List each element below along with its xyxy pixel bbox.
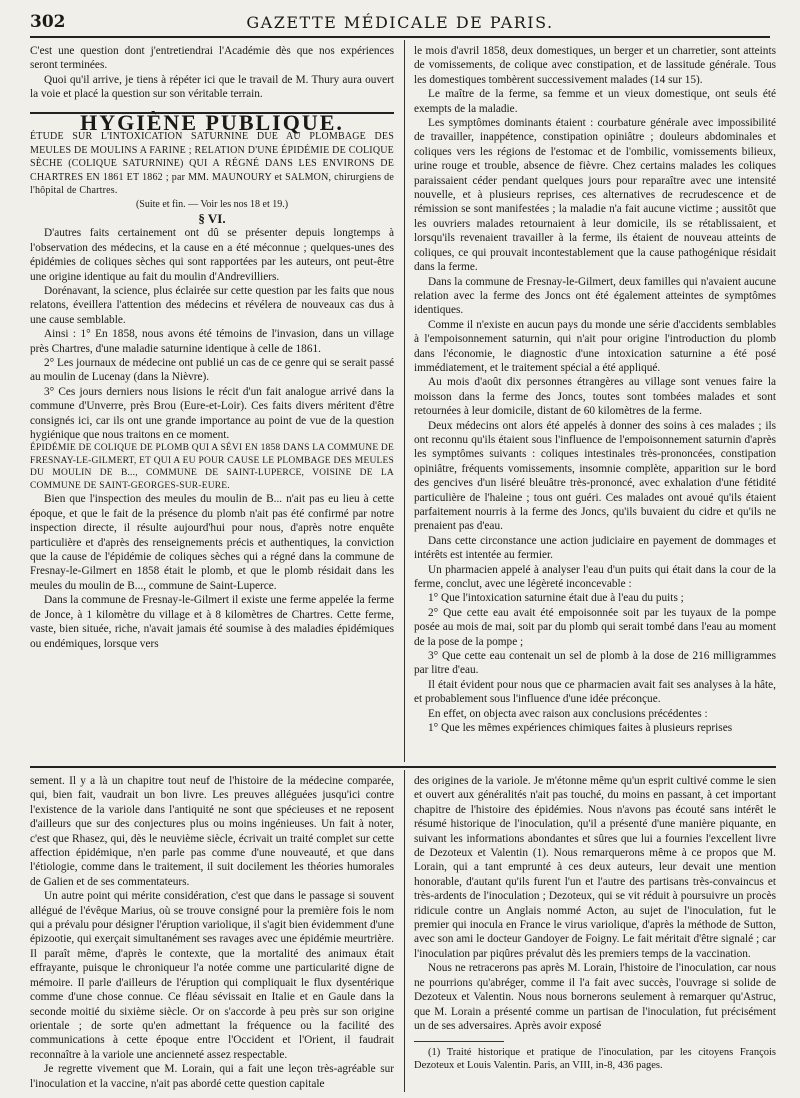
paragraph: le mois d'avril 1858, deux domestiques, un berger et un charretier, sont atteints de vomissements, de colique avec constipation, et de lassitude générale. Tous les domestiques tombèrent successivement malades (14 sur 15). bbox=[414, 45, 776, 86]
paragraph: Les symptômes dominants étaient : courbature générale avec impossibilité de travailler, inappétence, constipation opiniâtre ; douleurs abdominales et coliques vers les régions de l'estomac et de l'ombilic, vomissements bilieux, urine rouge et trouble, absence de fièvre. Chez certains malades les coliques paraissaient céder pendant quelques jours pour reparaître avec une intensité nouvelle, et à plusieurs reprises, ces alternatives de recrudescence et de rémission se sont manifestées ; la maladie n'a fait aucune victime ; aussitôt que les ouvriers malades retournaient à leur domicile, ils se rétablissaient, et lorsqu'ils revenaient travailler à la ferme, ils étaient de nouveau atteints de coliques, ce qui prouvait incontestablement que la cause pathogénique résidait dans la ferme. bbox=[414, 117, 776, 274]
paragraph: Un autre point qui mérite considération, c'est que dans le passage si souvent allégué de l'évêque Marius, où se trouve consigné pour la première fois le nom qui a prévalu pour désigner l'éruption variolique, il s'agit bien évidemment d'une épizootie, qui exerçait simultanément ses ravages avec une épidémie meurtrière. Il paraît même, d'après le contexte, que la mortalité des animaux était effrayante, puisque le chroniqueur l'a notée comme une particularité digne de mémoire. Il parle d'ailleurs de l'éruption qui compliquait le flux dysentérique comme d'une chose connue. Ce fléau sévissait en Italie et en Gaule dans la seconde moitié du sixième siècle. Or on s'accorde à peu près sur son origine orientale ; de sorte qu'en admettant la fréquence ou la facilité des communications à cette époque entre l'Occident et l'Orient, il faudrait reconnaître à la variole une ancienneté assez respectable. bbox=[30, 890, 394, 1061]
footnote-rule bbox=[414, 1041, 504, 1042]
paragraph: Ainsi : 1° En 1858, nous avons été témoins de l'invasion, dans un village près Chartres, d'une maladie saturnine identique à celle de 1861. bbox=[30, 328, 394, 355]
subsection-heading: ÉPIDÉMIE DE COLIQUE DE PLOMB QUI A SÉVI EN 1858 DANS LA COMMUNE DE FRESNAY-LE-GILMERT, ET QUI A EU POUR CAUSE LE PLOMBAGE DES MEULES DU MOULIN DE B..., COMMUNE DE SAINT-LUPERCE, VOISINE DE LA COMMUNE DE SAINT-GEORGES-SUR-EURE. bbox=[30, 443, 394, 491]
paragraph: Dorénavant, la science, plus éclairée sur cette question par les faits que nous relatons, éveillera l'attention des médecins et révélera de nouveaux cas dus à une cause semblable. bbox=[30, 284, 394, 326]
left-column-top bbox=[30, 44, 394, 760]
right-column-bottom bbox=[414, 774, 776, 1092]
right-column-top bbox=[414, 44, 776, 760]
paragraph: Il était évident pour nous que ce pharmacien avait fait ses analyses à la hâte, et probablement sous l'influence d'une idée préconçue. bbox=[414, 678, 776, 706]
paragraph: Comme il n'existe en aucun pays du monde une série d'accidents semblables à l'empoisonnement saturnin, qui n'ait pour origine l'introduction du plomb dans l'économie, le diagnostic d'une intoxication saturnine a été posé immédiatement, et le traitement spécial a été appliqué. bbox=[414, 318, 776, 374]
column-divider bbox=[404, 770, 405, 1092]
page-header bbox=[30, 10, 770, 38]
paragraph: 3° Ces jours derniers nous lisions le récit d'un fait analogue arrivé dans la commune d'Unverre, près Brou (Eure-et-Loir). Ces faits divers méritent d'être consignés ici, car ils ont une grande importance au point de vue de la question hygiénique que nous traitons en ce moment. bbox=[30, 385, 394, 442]
paragraph: Un pharmacien appelé à analyser l'eau d'un puits qui était dans la cour de la ferme, conclut, avec une légèreté inconcevable : bbox=[414, 563, 776, 591]
paragraph: Bien que l'inspection des meules du moulin de B... n'ait pas eu lieu à cette époque, et que le fait de la présence du plomb n'ait pas été confirmé par notre inspection directe, il résulte aujourd'hui pour nous, d'après notre enquête particulière et d'après des renseignements précis et authentiques, la conviction que la cause de l'épidémie de coliques sèches qui a régné dans la commune de Fresnay-le-Gilmert en 1858 était le plomb, et que le plomb résidait dans les meules du moulin de B..., commune de Saint-Luperce. bbox=[30, 493, 394, 592]
paragraph: sement. Il y a là un chapitre tout neuf de l'histoire de la médecine comparée, qui, bien fait, vaudrait un bon livre. Les preuves alléguées jusqu'ici contre l'existence de la variole dans l'antiquité ne sont que spécieuses et ne reposent d'ailleurs que sur des conjectures plus ou moins ingénieuses. Un fait à noter, c'est que Rhasez, qui, dès le neuvième siècle, écrivait un traité complet sur cette affection épidémique, n'en parle pas comme d'une nouveauté, et que dans l'étiologie, comme dans le traitement, il suit docilement les théories humorales de Galien et de ses commentateurs. bbox=[30, 775, 394, 888]
column-divider bbox=[404, 40, 405, 762]
paragraph: Je regrette vivement que M. Lorain, qui a fait une leçon très-agréable sur l'inoculation et la vaccine, n'ait pas abordé cette question capitale bbox=[30, 1063, 394, 1090]
paragraph: 2° Que cette eau avait été empoisonnée soit par les tuyaux de la pompe posée au mois de mai, soit par du plomb qui serait tombé dans l'eau au moment de la pose de la pompe ; bbox=[414, 606, 776, 648]
paragraph: Nous ne retracerons pas après M. Lorain, l'histoire de l'inoculation, car nous ne pourrions qu'abréger, comme il l'a fait avec succès, l'ouvrage si solide de Dezoteux et Valentin. Nous nous bornerons seulement à remarquer qu'Astruc, que M. Lorain a présenté comme un partisan de l'inoculation, fut précisément un de ses adversaires. Après avoir exposé bbox=[414, 962, 776, 1032]
paragraph: Quoi qu'il arrive, je tiens à répéter ici que le travail de M. Thury aura ouvert la voie et placé la question sur son véritable terrain. bbox=[30, 73, 394, 101]
continuation-note: (Suite et fin. — Voir les nos 18 et 19.) bbox=[135, 198, 289, 210]
paragraph: D'autres faits certainement ont dû se présenter depuis longtemps à l'observation des médecins, et la cause en a été méconnue ; quelques-unes des épidémies de coliques sèches qui sont rapportées par les auteurs, ont peut-être une origine identique au fait du moulin d'Andrevilliers. bbox=[30, 227, 394, 283]
paragraph: Dans cette circonstance une action judiciaire en payement de dommages et intérêts est intentée au fermier. bbox=[414, 534, 776, 562]
left-column-bottom bbox=[30, 774, 394, 1092]
paragraph: des origines de la variole. Je m'étonne même qu'un esprit cultivé comme le sien et ouvert aux généralités n'ait pas touché, du moins en passant, à cet important chapitre de l'histoire des épidémies. Nous n'avons pas écouté sans intérêt le résumé historique de l'inoculation, qu'il a présenté d'une manière piquante, en suivant les informations abondantes et sûres que lui a fournies l'excellent livre de Dezoteux et Valentin (1). Nous remarquerons même à ce propos que M. Lorain, qui a tant emprunté à ces deux auteurs, leur devait une mention honorable, d'autant qu'ils furent l'un et l'autre des partisans très-convaincus et très-ardents de l'inoculation ; Dezoteux, qui se vit réduit à poursuivre un procès ridicule contre un Anglais nommé Acton, au sujet de l'inoculation, fut le premier qui inocula en France le virus variolique, d'après la méthode de Sutton, avec son ami le docteur Gandoyer de Foigny. Le fait méritait d'être signalé ; car l'inoculation par piqûres prévalut dès les premiers temps de la vaccination. bbox=[414, 775, 776, 960]
paragraph: Le maître de la ferme, sa femme et un vieux domestique, ont seuls été exempts de la maladie. bbox=[414, 88, 776, 115]
page-number: 302 bbox=[30, 12, 66, 32]
paragraph: Au mois d'août dix personnes étrangères au village sont venues faire la moisson dans la ferme des Joncs, toutes sont tombées malades et sont retournées à leur domicile, distant de 60 kilomètres de la ferme. bbox=[414, 376, 776, 418]
paragraph: Dans la commune de Fresnay-le-Gilmert, deux familles qui n'avaient aucune relation avec la ferme des Joncs ont été également atteintes de symptômes identiques. bbox=[414, 275, 776, 317]
feuilleton-divider bbox=[30, 766, 776, 768]
section-rubric: HYGIÈNE PUBLIQUE. bbox=[80, 109, 344, 135]
paragraph: Deux médecins ont alors été appelés à donner des soins à ces malades ; ils ont reconnu qu'ils étaient sous l'influence de l'empoisonnement saturnin d'après les symptômes suivants : coliques intestinales très-prononcées, constipation opiniâtre, fréquents vomissements, insomnie complète, apparition sur le bord des gencives d'un liséré bleuâtre très-prononcé, avec exhalation d'une fétidité particulière de l'haleine ; tous ont guéri. Ces malades ont avoué qu'ils étaient parfaitement nourris à la ferme des Joncs, qu'ils buvaient du cidre et qu'ils ne prenaient pas d'eau. bbox=[414, 419, 776, 533]
paragraph: 2° Les journaux de médecine ont publié un cas de ce genre qui se serait passé au moulin de Lucenay (dans la Nièvre). bbox=[30, 357, 394, 384]
section-number: § VI. bbox=[198, 210, 226, 226]
paragraph: C'est une question dont j'entretiendrai l'Académie dès que nos expériences seront terminées. bbox=[30, 45, 394, 72]
footnote: (1) Traité historique et pratique de l'inoculation, par les citoyens François Dezoteux et Louis Valentin. Paris, an VIII, in-8, 436 pages. bbox=[414, 1047, 776, 1072]
journal-title: GAZETTE MÉDICALE DE PARIS. bbox=[246, 13, 554, 32]
paragraph: En effet, on objecta avec raison aux conclusions précédentes : bbox=[428, 707, 708, 720]
paragraph: 1° Que les mêmes expériences chimiques faites à plusieurs reprises bbox=[428, 722, 733, 735]
paragraph: Dans la commune de Fresnay-le-Gilmert il existe une ferme appelée la ferme de Jonce, à 1 kilomètre du village et à 8 kilomètres de Chartres. Cette ferme, vaste, bien située, riche, n'avait jamais été soumise à des maladies épidémiques ou endémiques, lorsque vers bbox=[30, 594, 394, 650]
paragraph: 1° Que l'intoxication saturnine était due à l'eau du puits ; bbox=[428, 592, 684, 605]
paragraph: 3° Que cette eau contenait un sel de plomb à la dose de 216 milligrammes par litre d'eau. bbox=[414, 650, 776, 677]
article-title: ÉTUDE SUR L'INTOXICATION SATURNINE DUE AU PLOMBAGE DES MEULES DE MOULINS A FARINE ; RELATION D'UNE ÉPIDÉMIE DE COLIQUE SÈCHE (COLIQUE SATURNINE) QUI A RÉGNÉ DANS LES ENVIRONS DE CHARTRES EN 1861 ET 1862 ; par MM. MAUNOURY et SALMON, chirurgiens de l'hôpital de Chartres. bbox=[30, 131, 394, 197]
